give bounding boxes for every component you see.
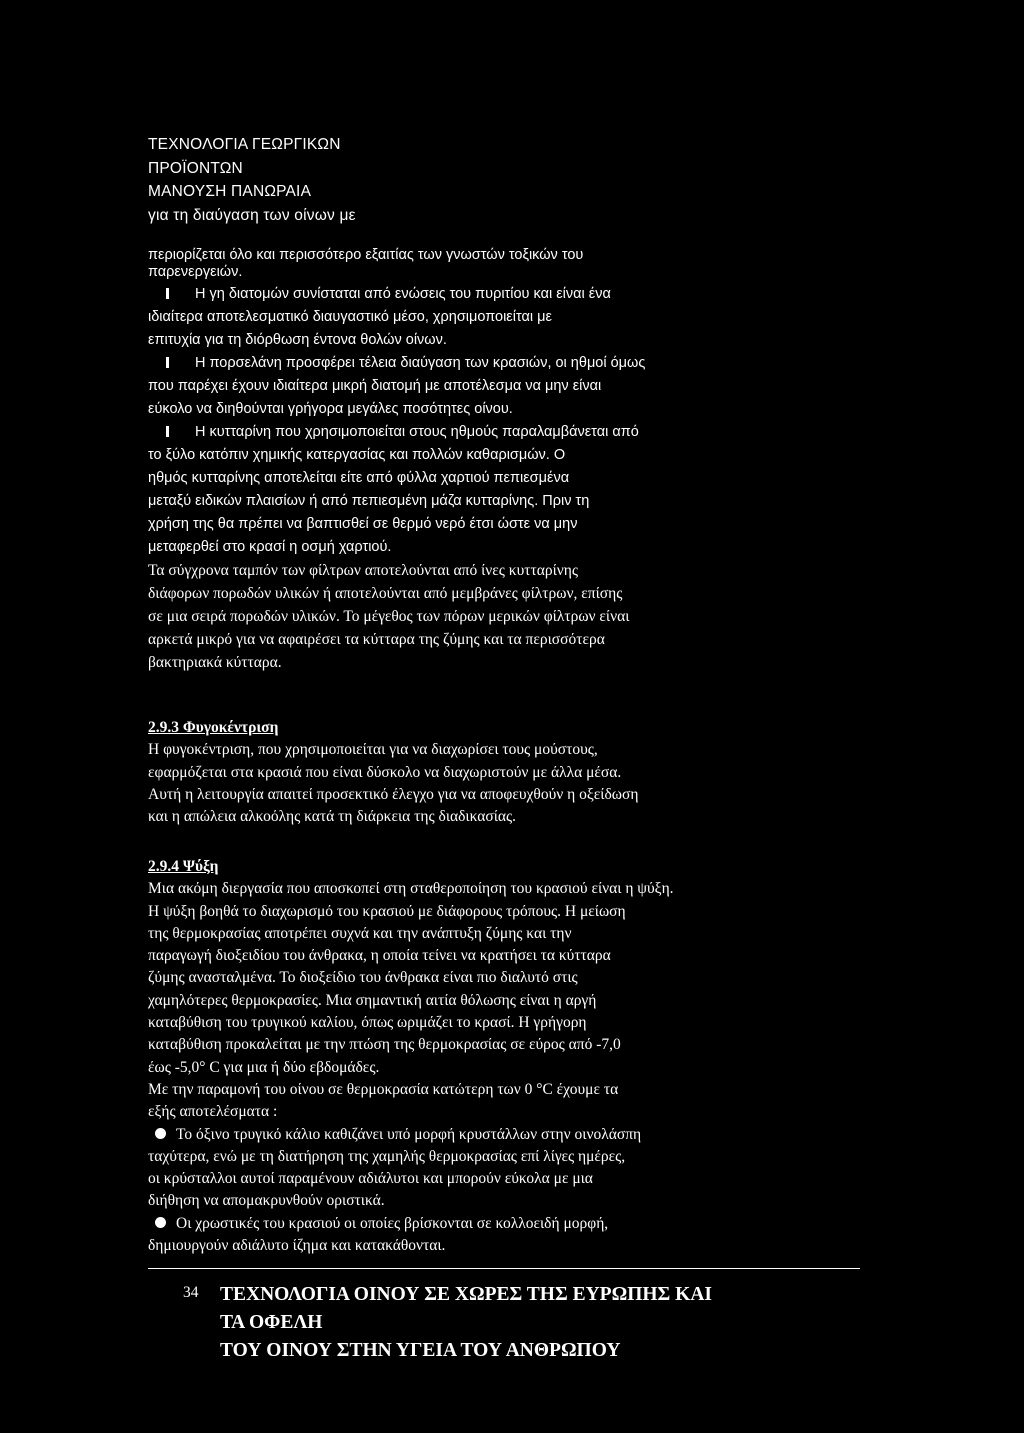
bullet-marker-icon — [166, 426, 169, 437]
bullet-item — [148, 421, 848, 444]
text-line: έως -5,0° C για μια ή δύο εβδομάδες. — [148, 1058, 380, 1076]
text-line: της θερμοκρασίας αποτρέπει συχνά και την ανάπτυξη ζύμης και την — [148, 924, 572, 942]
text-line: Η φυγοκέντριση, που χρησιμοποιείται για να διαχωρίσει τους μούστους, — [148, 741, 598, 759]
text-line: βακτηριακά κύτταρα. — [148, 654, 282, 671]
text-line: το ξύλο κατόπιν χημικής κατεργασίας και πολλών καθαρισμών. Ο — [148, 447, 566, 463]
footer-line: ΤΟΥ ΟΙΝΟΥ ΣΤΗΝ ΥΓΕΙΑ ΤΟΥ ΑΝΘΡΩΠΟΥ — [220, 1340, 621, 1361]
text-line: Αυτή η λειτουργία απαιτεί προσεκτικό έλεγχο για να αποφευχθούν η οξείδωση — [148, 785, 639, 803]
text-line: παραγωγή διοξειδίου του άνθρακα, η οποία τείνει να κρατήσει τα κύτταρα — [148, 947, 611, 965]
text-line: δημιουργούν αδιάλυτο ίζημα και κατακάθονται. — [148, 1237, 446, 1255]
text-line: εφαρμόζεται στα κρασιά που είναι δύσκολο να διαχωριστούν με άλλα μέσα. — [148, 763, 622, 781]
text-line: Με την παραμονή του οίνου σε θερμοκρασία κατώτερη των 0 °C έχουμε τα — [148, 1080, 619, 1098]
text-line: Η γη διατομών συνίσταται από ενώσεις του πυριτίου και είναι ένα — [195, 286, 611, 302]
text-line: καταβύθιση προκαλείται με την πτώση της θερμοκρασίας σε εύρος από -7,0 — [148, 1036, 621, 1054]
text-line: χαμηλότερες θερμοκρασίες. Μια σημαντική αιτία θόλωσης είναι η αργή — [148, 991, 597, 1009]
bullet-dot-icon — [155, 1217, 166, 1228]
bullet-item — [148, 1213, 868, 1235]
section-heading: 2.9.4 Ψύξη — [148, 858, 219, 875]
text-line: εύκολο να διηθούνται γρήγορα μεγάλες ποσότητες οίνου. — [148, 401, 513, 417]
text-line: εξής αποτελέσματα : — [148, 1103, 278, 1121]
body-text-block — [148, 244, 848, 674]
text-line: διάφορων πορωδών υλικών ή αποτελούνται από μεμβράνες φίλτρων, επίσης — [148, 585, 623, 602]
text-line: χρήση της θα πρέπει να βαπτισθεί σε θερμό νερό έτσι ώστε να μην — [148, 516, 578, 532]
text-line: Οι χρωστικές του κρασιού οι οποίες βρίσκονται σε κολλοειδή μορφή, — [176, 1214, 609, 1232]
footer-divider — [148, 1268, 860, 1269]
running-footer — [220, 1283, 712, 1363]
text-line: μεταφερθεί στο κρασί η οσμή χαρτιού. — [148, 539, 392, 555]
text-line: διήθηση να απομακρυνθούν οριστικά. — [148, 1192, 385, 1210]
text-line: ιδιαίτερα αποτελεσματικό διαυγαστικό μέσο, χρησιμοποιείται με — [148, 309, 552, 325]
text-line: ηθμός κυτταρίνης αποτελείται είτε από φύλλα χαρτιού πεπιεσμένα — [148, 470, 570, 486]
text-line: Η ψύξη βοηθά το διαχωρισμό του κρασιού με διάφορους τρόπους. Η μείωση — [148, 902, 626, 920]
footer-line: ΤΕΧΝΟΛΟΓΙΑ ΟΙΝΟΥ ΣΕ ΧΩΡΕΣ ΤΗΣ ΕΥΡΩΠΗΣ ΚΑΙ — [220, 1284, 712, 1305]
section-heading: 2.9.3 Φυγοκέντριση — [148, 719, 279, 736]
bullet-item — [148, 283, 848, 306]
text-line: μεταξύ ειδικών πλαισίων ή από πεπιεσμένη μάζα κυτταρίνης. Πριν τη — [148, 493, 590, 509]
bullet-dot-icon — [155, 1128, 166, 1139]
text-line: οι κρύσταλλοι αυτοί παραμένουν αδιάλυτοι και μπορούν εύκολα με μια — [148, 1170, 593, 1188]
text-line: επιτυχία για τη διόρθωση έντονα θολών οίνων. — [148, 332, 447, 348]
text-line: ζύμης ανασταλμένα. Το διοξείδιο του άνθρακα είναι πιο διαλυτό στις — [148, 969, 578, 987]
text-line: περιορίζεται όλο και περισσότερο εξαιτίας των γνωστών τοξικών του — [148, 247, 584, 263]
text-line: ταχύτερα, ενώ με τη διατήρηση της χαμηλής θερμοκρασίας επί λίγες ημέρες, — [148, 1147, 626, 1165]
bullet-marker-icon — [166, 357, 169, 368]
text-line: Μια ακόμη διεργασία που αποσκοπεί στη σταθεροποίηση του κρασιού είναι η ψύξη. — [148, 880, 674, 898]
header-line: για τη διαύγαση των οίνων με — [148, 206, 356, 224]
footer-line: ΤΑ ΟΦΕΛΗ — [220, 1312, 323, 1333]
text-line: Το όξινο τρυγικό κάλιο καθιζάνει υπό μορφή κρυστάλλων στην οινολάσπη — [176, 1125, 642, 1143]
text-line: Τα σύγχρονα ταμπόν των φίλτρων αποτελούνται από ίνες κυτταρίνης — [148, 562, 579, 579]
text-line: Η κυτταρίνη που χρησιμοποιείται στους ηθμούς παραλαμβάνεται από — [195, 424, 639, 440]
bullet-item — [148, 1124, 868, 1146]
header-line: ΤΕΧΝΟΛΟΓΙΑ ΓΕΩΡΓΙΚΩΝ — [148, 136, 341, 153]
bullet-marker-icon — [166, 288, 169, 299]
page-number: 34 — [183, 1284, 199, 1301]
text-line: παρενεργειών. — [148, 264, 243, 280]
text-line: καταβύθιση του τρυγικού καλίου, όπως ωριμάζει το κρασί. Η γρήγορη — [148, 1014, 587, 1032]
header-line: ΠΡΟΪΟΝΤΩΝ — [148, 159, 243, 177]
text-line: Η πορσελάνη προσφέρει τέλεια διαύγαση των κρασιών, οι ηθμοί όμως — [195, 355, 646, 371]
bullet-item — [148, 352, 848, 375]
text-line: σε μια σειρά πορωδών υλικών. Το μέγεθος των πόρων μερικών φίλτρων είναι — [148, 608, 630, 625]
section-cooling — [148, 856, 868, 1257]
running-header — [148, 133, 356, 227]
text-line: αρκετά μικρό για να αφαιρέσει τα κύτταρα της ζύμης και τα περισσότερα — [148, 631, 605, 648]
text-line: και η απώλεια αλκοόλης κατά τη διάρκεια της διαδικασίας. — [148, 808, 517, 826]
header-line: ΜΑΝΟΥΣΗ ΠΑΝΩΡΑΙΑ — [148, 183, 312, 200]
section-centrifugation — [148, 717, 868, 828]
text-line: που παρέχει έχουν ιδιαίτερα μικρή διατομή με αποτέλεσμα να μην είναι — [148, 378, 602, 394]
